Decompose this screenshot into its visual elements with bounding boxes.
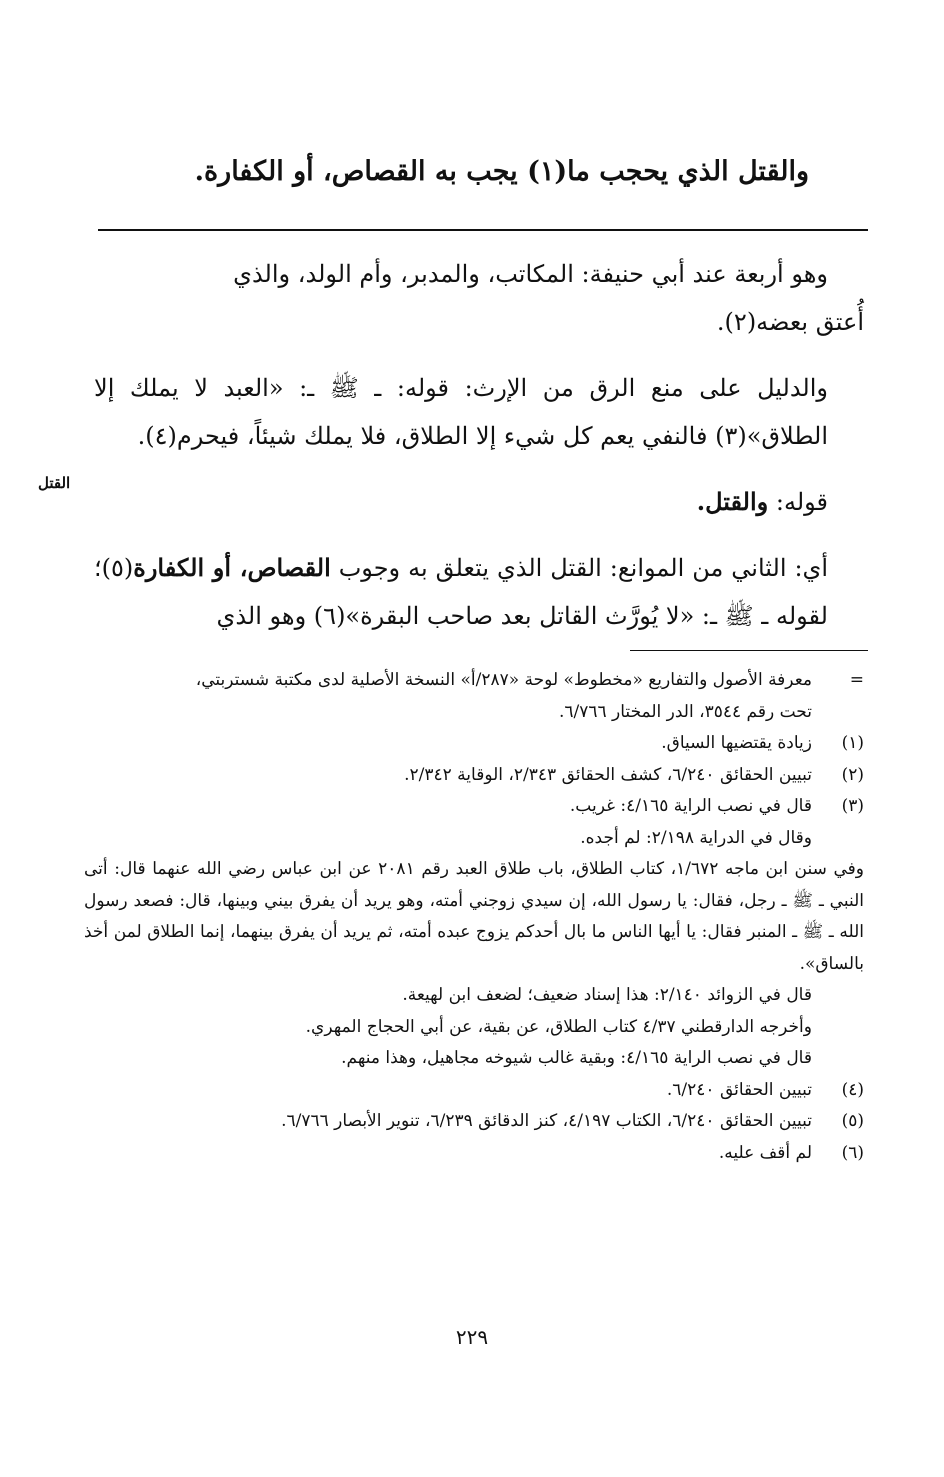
footnote-4-number: (٤) xyxy=(841,1079,864,1100)
footnote-1-number: (١) xyxy=(841,733,864,753)
footnote-2-number: (٢) xyxy=(841,764,864,785)
continuation-marker: = xyxy=(849,670,864,690)
footnote-1-text: زيادة يقتضيها السياق. xyxy=(661,733,812,753)
footnote-4 xyxy=(84,1075,864,1107)
footnote-3-line-1: قال في نصب الراية ٤/١٦٥: غريب. xyxy=(569,796,812,816)
paragraph-3-keyword: والقتل. xyxy=(696,487,769,516)
footnote-3-number: (٣) xyxy=(841,796,864,816)
footnote-6 xyxy=(84,1138,864,1170)
matn-heading xyxy=(109,150,809,194)
footnote-3-line-2: وقال في الدراية ٢/١٩٨: لم أجده. xyxy=(580,827,812,848)
paragraph-3-prefix: قوله: xyxy=(775,488,828,516)
footnote-3-line-5: قال في نصب الراية ٤/١٦٥: وبقية غالب شيوخه مجاهيل، وهذا منهم. xyxy=(341,1048,812,1068)
heading-divider xyxy=(98,229,868,231)
footnote-2-text: تبيين الحقائق ٦/٢٤٠، كشف الحقائق ٢/٣٤٣، الوقاية ٢/٣٤٢. xyxy=(404,764,812,785)
footnote-6-text: لم أقف عليه. xyxy=(718,1142,812,1163)
footnote-3 xyxy=(84,791,864,823)
footnotes xyxy=(84,665,864,1169)
footnote-1 xyxy=(84,728,864,760)
footnote-4-text: تبيين الحقائق ٦/٢٤٠. xyxy=(666,1079,812,1100)
paragraph-4-part-a: أي: الثاني من الموانع: القتل الذي يتعلق به وجوب xyxy=(338,554,828,582)
paragraph-1-line-1: وهو أربعة عند أبي حنيفة: المكاتب، والمدبر، وأم الولد، والذي xyxy=(233,260,828,288)
footnote-5 xyxy=(84,1106,864,1138)
continuation-line-2: تحت رقم ٣٥٤٤، الدر المختار ٦/٧٦٦. xyxy=(558,701,812,722)
footnote-divider xyxy=(630,650,868,651)
footnote-5-text: تبيين الحقائق ٦/٢٤٠، الكتاب ٤/١٩٧، كنز الدقائق ٦/٢٣٩، تنوير الأبصار ٦/٧٦٦. xyxy=(281,1111,812,1131)
commentary-body xyxy=(94,250,864,658)
margin-note: القتل xyxy=(38,474,71,492)
footnote-5-number: (٥) xyxy=(841,1111,864,1131)
footnote-continuation xyxy=(84,665,864,728)
continuation-line-1: معرفة الأصول والتفاريع «مخطوط» لوحة «٢٨٧/أ» النسخة الأصلية لدى مكتبة شستربتي، xyxy=(195,670,812,690)
paragraph-1-line-2: أُعتق بعضه(٢). xyxy=(716,308,864,336)
footnote-3-line-4: وأخرجه الدارقطني ٤/٣٧ كتاب الطلاق، عن بقية، عن أبي الحجاج المهري. xyxy=(305,1016,812,1037)
paragraph-3 xyxy=(94,478,864,526)
page-number: ٢٢٩ xyxy=(455,1325,489,1349)
paragraph-1 xyxy=(94,250,864,346)
paragraph-4 xyxy=(94,544,864,640)
footnote-3-line-3: قال في الزوائد ٢/١٤٠: هذا إسناد ضعيف؛ لضعف ابن لهيعة. xyxy=(402,985,812,1005)
footnote-3-hadith: وفي سنن ابن ماجه ١/٦٧٢، كتاب الطلاق، باب طلاق العبد رقم ٢٠٨١ عن ابن عباس رضي الله عنهما قال: أتى النبي ـ ﷺ ـ رجل، فقال: يا رسول الله، إن سيدي زوجني أمته، وهو يريد أن يفرق بيني وبينها، قال: فصعد رسول الله ـ ﷺ ـ المنبر فقال: يا أيها الناس ما بال أحدكم يزوج عبده أمته، ثم يريد أن يفرق بينهما، إنما الطلاق لمن أخذ بالساق». xyxy=(84,859,864,974)
footnote-2 xyxy=(84,760,864,792)
paragraph-4-keyword: القصاص، أو الكفارة xyxy=(133,553,331,582)
matn-heading-text: والقتل الذي يحجب ما(١) يجب به القصاص، أو الكفارة. xyxy=(194,156,809,187)
paragraph-4-part-c: (٥)؛ لقوله ـ ﷺ ـ: «لا يُورَّث القاتل بعد صاحب البقرة»(٦) وهو الذي xyxy=(94,554,828,630)
footnote-6-number: (٦) xyxy=(841,1142,864,1163)
paragraph-2: والدليل على منع الرق من الإرث: قوله: ـ ﷺ ـ: «العبد لا يملك إلا الطلاق»(٣) فالنفي يعم كل شيء إلا الطلاق، فلا يملك شيئاً، فيحرم(٤). xyxy=(94,374,828,450)
